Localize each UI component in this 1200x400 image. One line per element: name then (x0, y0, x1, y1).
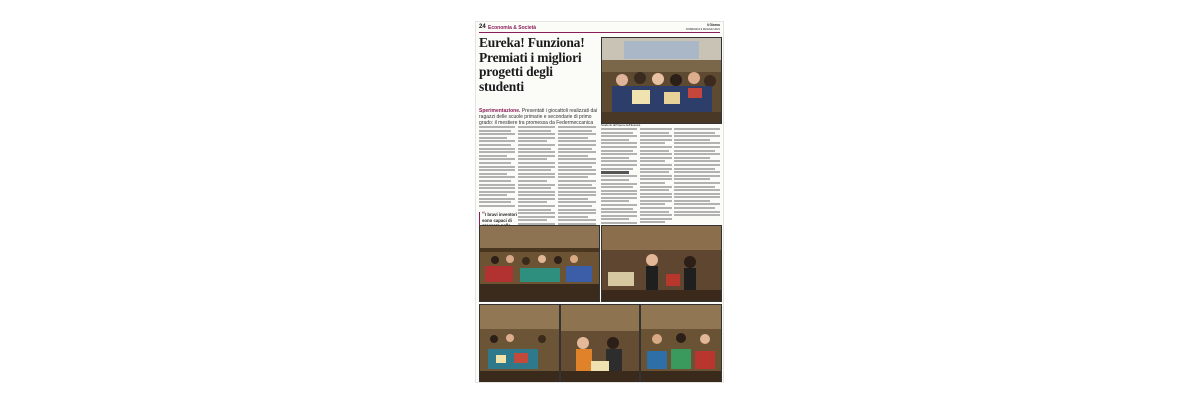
main-photo (601, 37, 722, 124)
display-photo-image (641, 305, 721, 382)
article-headline: Eureka! Funziona! Premiati i migliori progetti degli studenti (479, 35, 585, 94)
body-column-1 (479, 126, 515, 210)
newspaper-page (476, 22, 723, 382)
photo-bottom-right (640, 304, 722, 382)
photo-bottom-left (479, 304, 560, 382)
header-rule (479, 32, 720, 33)
quote-mark-icon: “ (482, 212, 485, 218)
photo-bottom-middle (560, 304, 640, 382)
photo-right-wide (601, 225, 722, 302)
body-column-6 (674, 128, 720, 220)
masthead (686, 24, 720, 31)
classroom-photo-image (602, 38, 721, 123)
photo-left-wide (479, 225, 600, 302)
kicker-text: Presentati i giocattoli realizzati dai ragazzi delle scuole primarie e secondarie di primo grado: il mestiere tra promessa da Federmeccanica (479, 108, 598, 126)
main-photo-caption: Studenti all'Opera dell'Eureka (601, 123, 641, 127)
auditorium-photo-image (480, 226, 599, 301)
model-photo-image (480, 305, 559, 382)
article-kicker (479, 108, 599, 126)
section-title: Economia & Società (488, 24, 537, 31)
issue-date: DOMENICA 9 MAGGIO 2021 (686, 27, 720, 31)
kicker-label: Sperimentazione. (479, 108, 521, 114)
page-number: 24 (479, 24, 486, 30)
presentation-photo-image (602, 226, 721, 301)
paper-name: il Giorno (706, 23, 720, 27)
pull-quote-text: I bravi inventori sono capaci di (482, 212, 517, 224)
students-photo-image (561, 305, 639, 382)
